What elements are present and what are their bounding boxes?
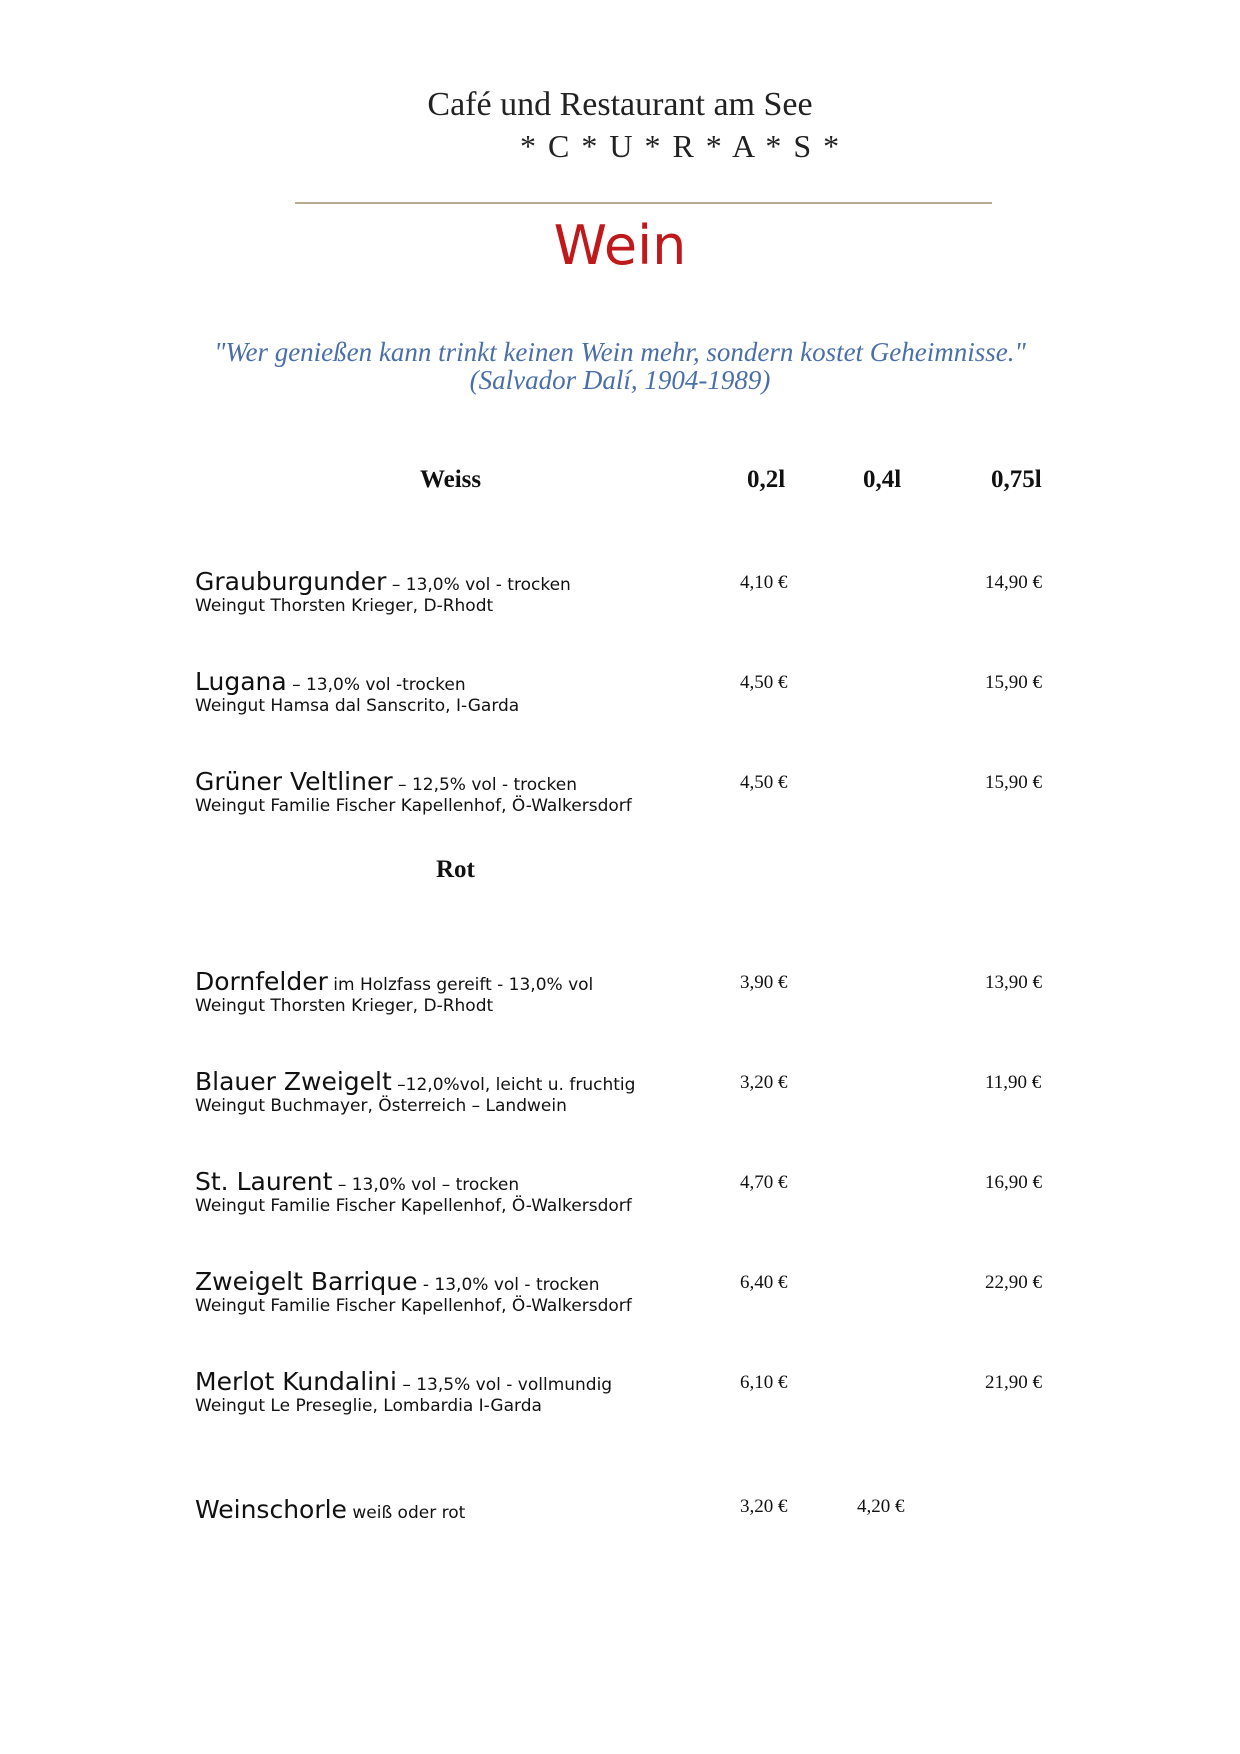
wine-description: –12,0%vol, leicht u. fruchtig — [391, 1075, 636, 1095]
wine-description: – 13,0% vol – trocken — [332, 1175, 520, 1195]
section-heading-white: Weiss — [420, 466, 482, 493]
wine-name — [195, 967, 593, 996]
section-heading-red: Rot — [436, 856, 475, 883]
price-medium: 4,20 € — [857, 1496, 905, 1517]
wine-maker: Weingut Le Preseglie, Lombardia I-Garda — [195, 1396, 542, 1416]
quote-author: (Salvador Dalí, 1904-1989) — [469, 365, 771, 395]
restaurant-name: Café und Restaurant am See — [427, 86, 813, 123]
wine-maker: Weingut Familie Fischer Kapellenhof, Ö-Walkersdorf — [195, 1296, 632, 1316]
wine-maker: Weingut Familie Fischer Kapellenhof, Ö-Walkersdorf — [195, 1196, 632, 1216]
wine-name — [195, 667, 466, 696]
price-small: 6,10 € — [740, 1372, 788, 1393]
wine-description: – 13,0% vol -trocken — [286, 675, 466, 695]
wine-description: im Holzfass gereift - 13,0% vol — [327, 975, 594, 995]
wine-maker: Weingut Familie Fischer Kapellenhof, Ö-Walkersdorf — [195, 796, 632, 816]
wine-title: St. Laurent — [195, 1167, 333, 1196]
wine-name — [195, 1267, 599, 1296]
price-small: 3,20 € — [740, 1496, 788, 1517]
wine-title: Merlot Kundalini — [195, 1367, 397, 1396]
wine-name — [195, 767, 577, 796]
column-header-bottle: 0,75l — [991, 466, 1042, 493]
price-bottle: 13,90 € — [985, 972, 1042, 993]
price-bottle: 22,90 € — [985, 1272, 1042, 1293]
wine-name — [195, 1067, 635, 1096]
wine-description: - 13,0% vol - trocken — [417, 1275, 600, 1295]
wine-title: Lugana — [195, 667, 287, 696]
wine-title: Zweigelt Barrique — [195, 1267, 418, 1296]
header-divider — [295, 202, 992, 204]
wine-title: Grüner Veltliner — [195, 767, 393, 796]
price-small: 4,70 € — [740, 1172, 788, 1193]
brand-name: * C * U * R * A * S * — [520, 128, 842, 164]
wine-title: Dornfelder — [195, 967, 328, 996]
spritzer-title: Weinschorle — [195, 1495, 347, 1524]
wine-maker: Weingut Thorsten Krieger, D-Rhodt — [195, 996, 494, 1016]
wine-maker: Weingut Hamsa dal Sanscrito, I-Garda — [195, 696, 520, 716]
wine-name — [195, 1367, 612, 1396]
wine-description: – 13,5% vol - vollmundig — [396, 1375, 613, 1395]
wine-title: Grauburgunder — [195, 567, 387, 596]
column-header-small: 0,2l — [747, 466, 786, 493]
price-small: 4,50 € — [740, 772, 788, 793]
wine-maker: Weingut Thorsten Krieger, D-Rhodt — [195, 596, 494, 616]
price-small: 6,40 € — [740, 1272, 788, 1293]
price-bottle: 21,90 € — [985, 1372, 1042, 1393]
price-small: 4,10 € — [740, 572, 788, 593]
wine-description: – 12,5% vol - trocken — [392, 775, 577, 795]
price-small: 3,90 € — [740, 972, 788, 993]
price-bottle: 14,90 € — [985, 572, 1042, 593]
quote-text: "Wer genießen kann trinkt keinen Wein mehr, sondern kostet Geheimnisse." — [214, 337, 1026, 367]
spritzer-description: weiß oder rot — [346, 1503, 466, 1523]
wine-description: – 13,0% vol - trocken — [386, 575, 571, 595]
spritzer-name — [195, 1495, 465, 1524]
price-bottle: 16,90 € — [985, 1172, 1042, 1193]
price-small: 4,50 € — [740, 672, 788, 693]
wine-maker: Weingut Buchmayer, Österreich – Landwein — [195, 1096, 567, 1116]
wine-title: Blauer Zweigelt — [195, 1067, 392, 1096]
wine-name — [195, 567, 571, 596]
column-header-medium: 0,4l — [863, 466, 902, 493]
page-title: Wein — [553, 214, 687, 277]
price-bottle: 11,90 € — [985, 1072, 1042, 1093]
price-small: 3,20 € — [740, 1072, 788, 1093]
price-bottle: 15,90 € — [985, 772, 1042, 793]
price-bottle: 15,90 € — [985, 672, 1042, 693]
wine-name — [195, 1167, 519, 1196]
